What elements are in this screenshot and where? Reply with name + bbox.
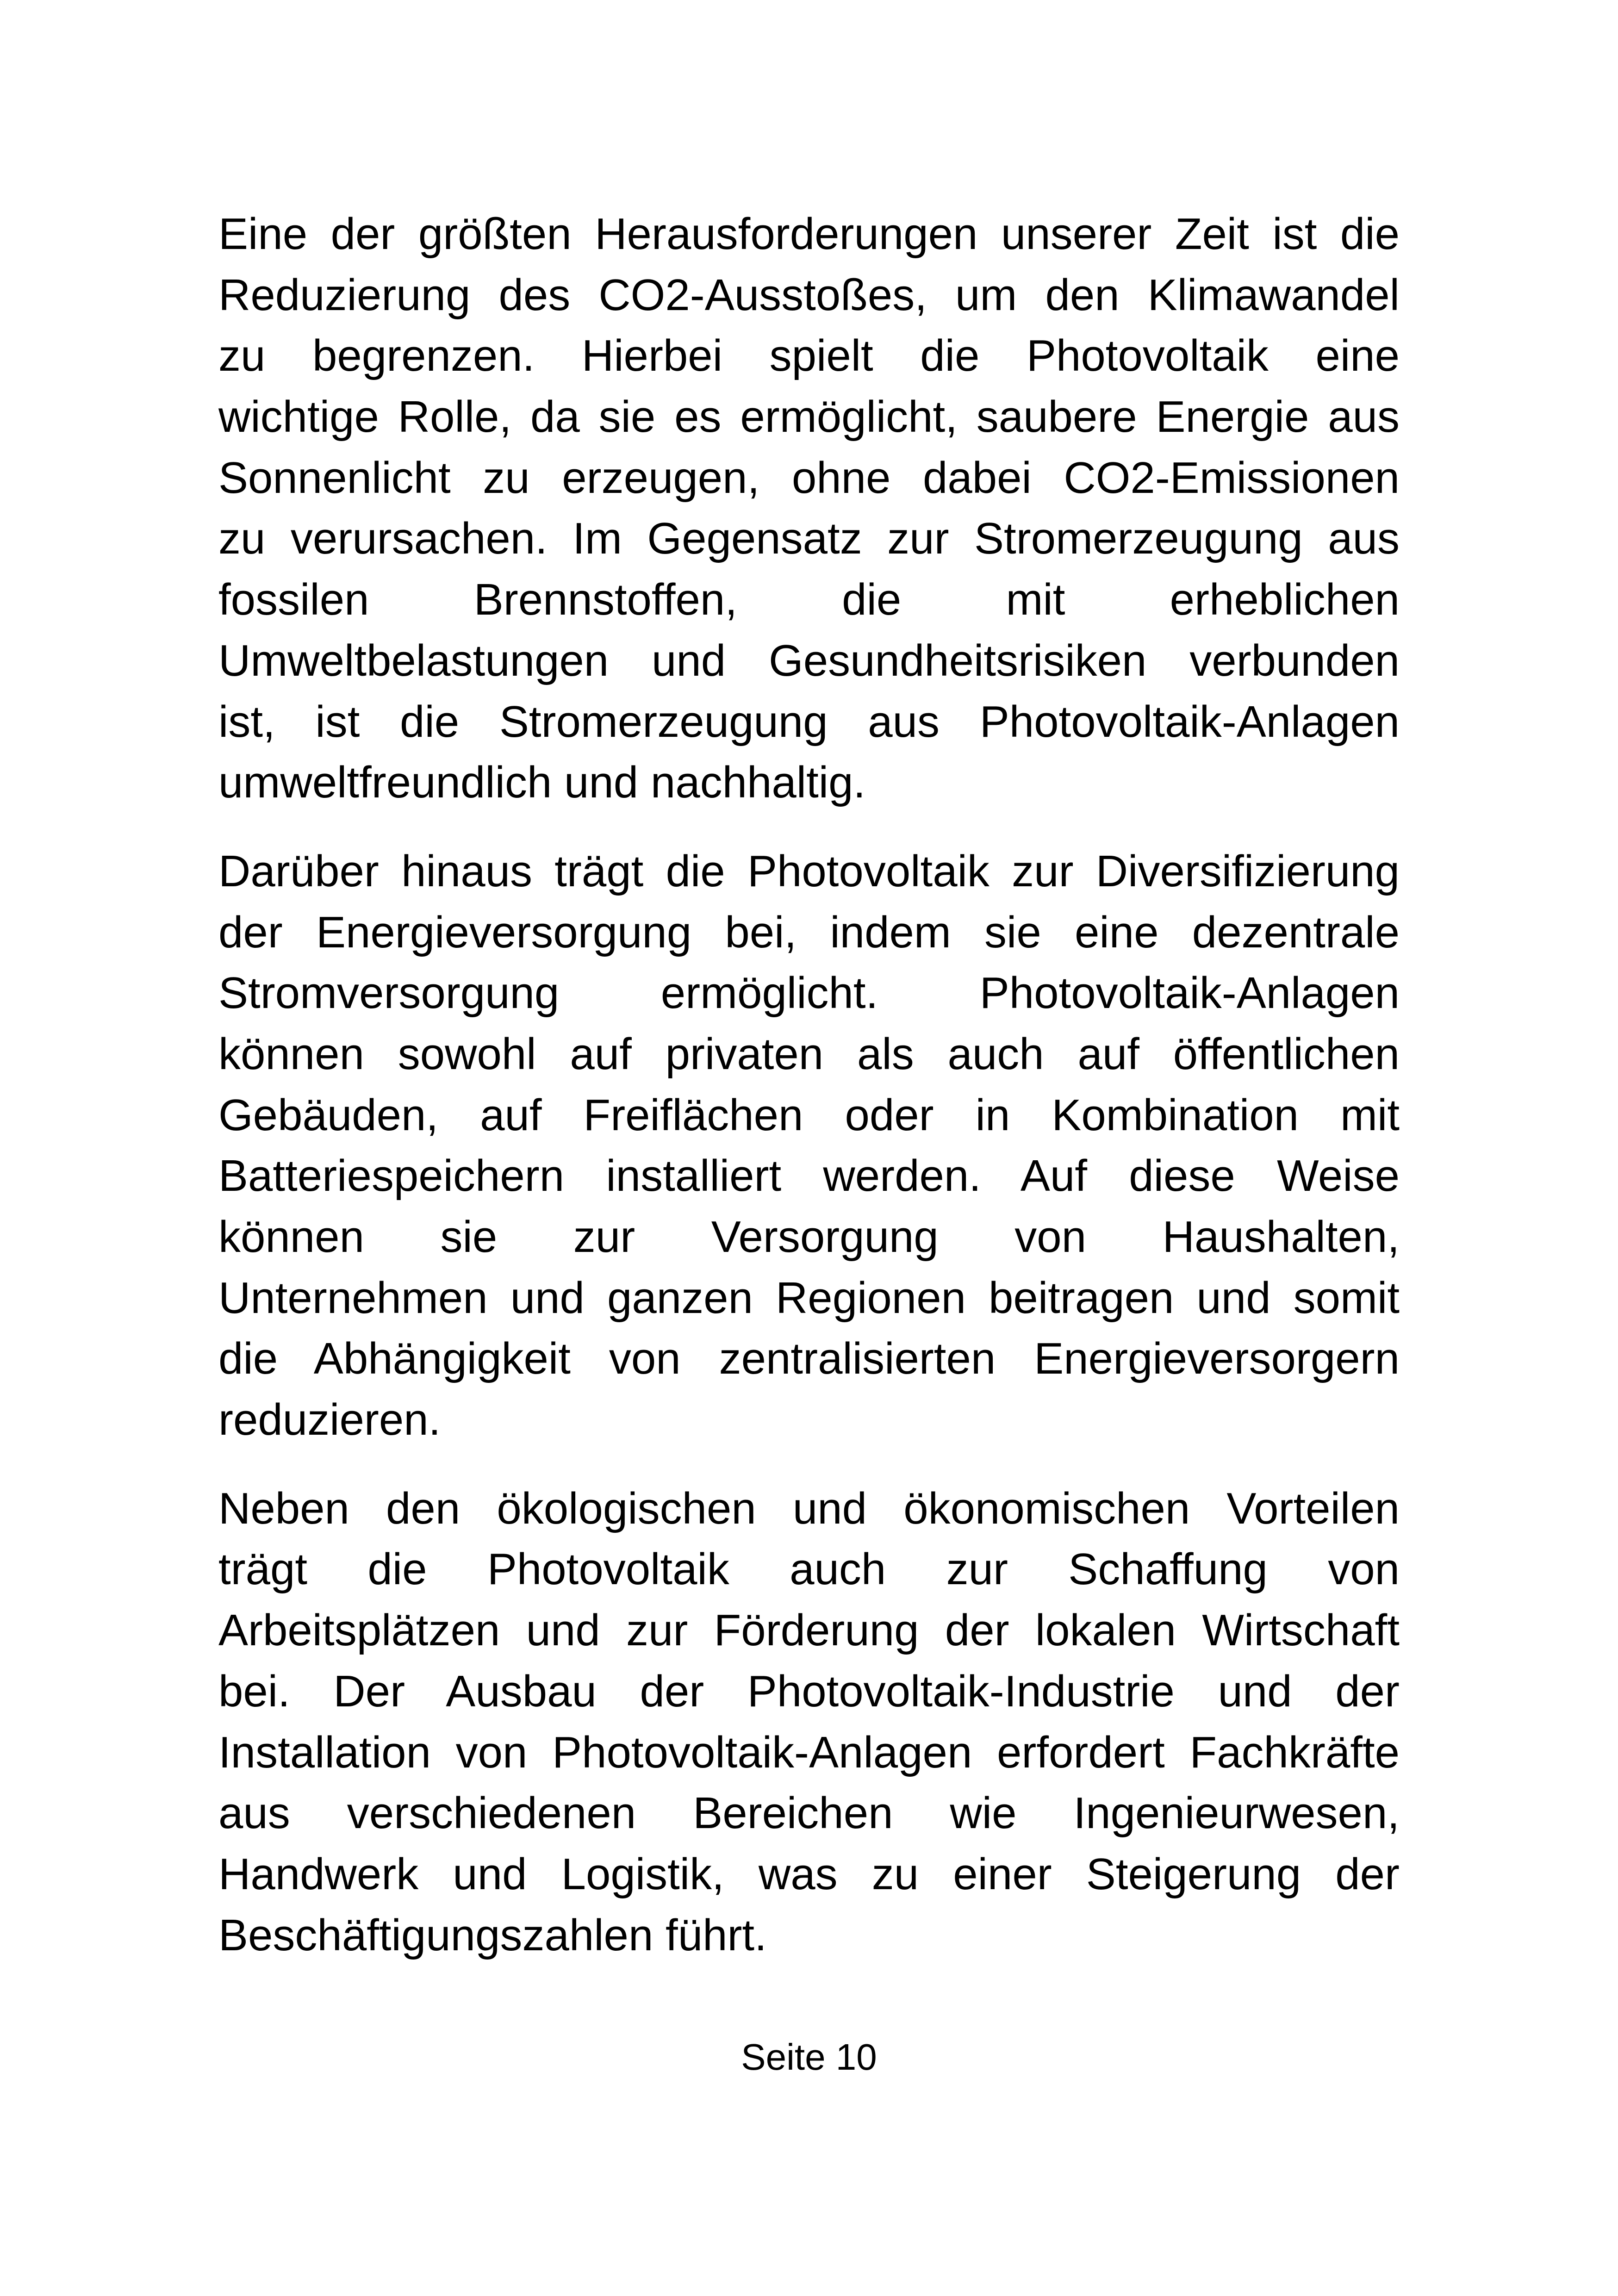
text-line: Unternehmen und ganzen Regionen beitragen und somit [218,1273,1400,1323]
text-line: Eine der größten Herausforderungen unserer Zeit ist die [218,209,1400,259]
text-line: bei. Der Ausbau der Photovoltaik-Industrie und der [218,1666,1400,1716]
text-line: die Abhängigkeit von zentralisierten Energieversorgern [218,1334,1400,1384]
text-line: fossilen Brennstoffen, die mit erheblichen [218,575,1400,625]
paragraph-1 [218,204,1400,813]
text-line: Darüber hinaus trägt die Photovoltaik zur Diversifizierung [218,846,1400,896]
text-line: Arbeitsplätzen und zur Förderung der lokalen Wirtschaft [218,1605,1400,1655]
text-line: der Energieversorgung bei, indem sie eine dezentrale [218,907,1400,957]
text-line: trägt die Photovoltaik auch zur Schaffung von [218,1544,1400,1594]
text-line: Batteriespeichern installiert werden. Auf diese Weise [218,1151,1400,1201]
text-line: zu verursachen. Im Gegensatz zur Stromerzeugung aus [218,514,1400,564]
text-line: Installation von Photovoltaik-Anlagen erfordert Fachkräfte [218,1727,1400,1777]
text-line: wichtige Rolle, da sie es ermöglicht, saubere Energie aus [218,392,1400,442]
text-line: zu begrenzen. Hierbei spielt die Photovoltaik eine [218,331,1400,381]
page-number: Seite 10 [741,2036,877,2078]
text-line: Beschäftigungszahlen führt. [218,1910,767,1960]
text-line: Reduzierung des CO2-Ausstoßes, um den Klimawandel [218,270,1400,320]
text-line: umweltfreundlich und nachhaltig. [218,758,866,808]
text-line: Umweltbelastungen und Gesundheitsrisiken verbunden [218,635,1400,685]
paragraph-3 [218,1478,1400,1966]
text-line: aus verschiedenen Bereichen wie Ingenieurwesen, [218,1788,1400,1838]
text-line: Stromversorgung ermöglicht. Photovoltaik-Anlagen [218,968,1400,1018]
text-line: reduzieren. [218,1395,441,1445]
body-text [218,204,1400,1993]
text-line: Neben den ökologischen und ökonomischen Vorteilen [218,1483,1400,1533]
text-line: Handwerk und Logistik, was zu einer Steigerung der [218,1849,1400,1899]
text-line: ist, ist die Stromerzeugung aus Photovoltaik-Anlagen [218,697,1400,747]
text-line: können sie zur Versorgung von Haushalten, [218,1212,1400,1262]
text-line: Gebäuden, auf Freiflächen oder in Kombination mit [218,1090,1400,1140]
paragraph-2 [218,841,1400,1450]
text-line: Sonnenlicht zu erzeugen, ohne dabei CO2-Emissionen [218,453,1400,503]
text-line: können sowohl auf privaten als auch auf öffentlichen [218,1029,1400,1079]
